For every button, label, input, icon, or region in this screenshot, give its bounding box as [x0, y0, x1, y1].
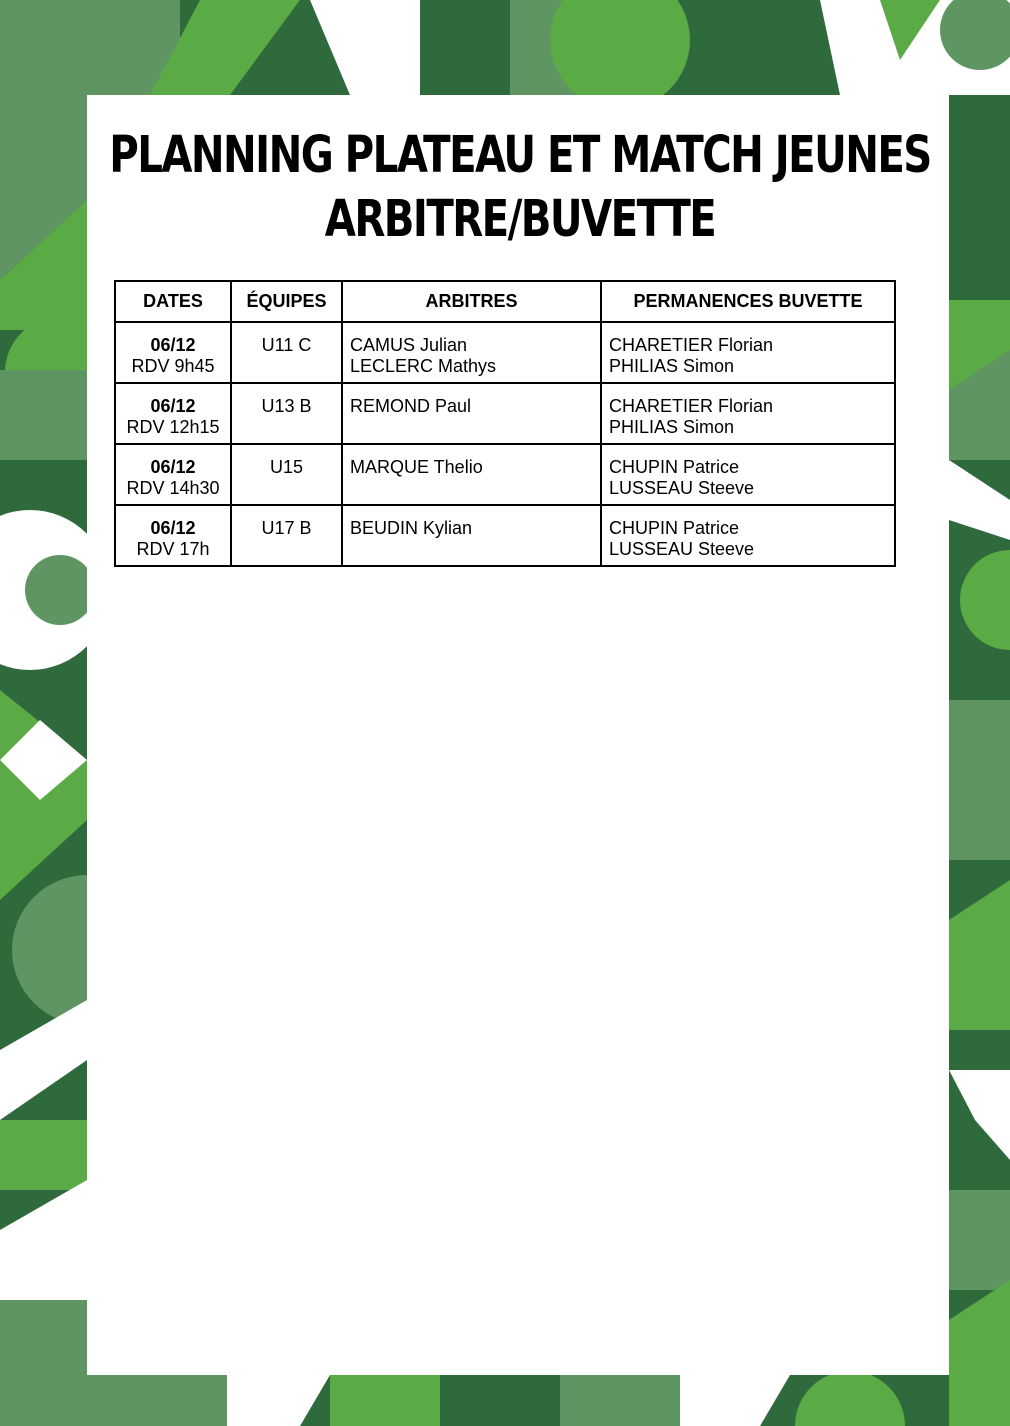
table-row [115, 322, 895, 383]
referees-cell [342, 383, 601, 444]
buvette-person: CHARETIER Florian [609, 335, 774, 355]
bg-shape [0, 0, 180, 95]
referees-cell [342, 322, 601, 383]
table-row [115, 505, 895, 566]
buvette-person: CHUPIN Patrice [609, 457, 740, 477]
buvette-cell [601, 322, 895, 383]
page-title [109, 124, 931, 252]
buvette-person: CHARETIER Florian [609, 396, 774, 416]
rdv-time: RDV 9h45 [131, 356, 215, 376]
date: 06/12 [150, 457, 196, 477]
referee: LECLERC Mathys [350, 356, 497, 376]
title-line-1: PLANNING PLATEAU ET MATCH JEUNES [109, 126, 931, 185]
date: 06/12 [150, 396, 196, 416]
buvette-cell [601, 444, 895, 505]
buvette-cell [601, 383, 895, 444]
header-equipes: ÉQUIPES [231, 281, 342, 322]
date: 06/12 [150, 335, 196, 355]
table-header-row [115, 281, 895, 322]
header-arbitres: ARBITRES [342, 281, 601, 322]
bg-shape [0, 1120, 87, 1190]
rdv-time: RDV 14h30 [126, 478, 220, 498]
referee: CAMUS Julian [350, 335, 468, 355]
buvette-person: LUSSEAU Steeve [609, 539, 755, 559]
team: U11 C [261, 335, 312, 355]
bg-shape [949, 1190, 1010, 1290]
date-cell [115, 322, 231, 383]
rdv-time: RDV 17h [136, 539, 210, 559]
referee: MARQUE Thelio [350, 457, 483, 477]
table-row [115, 444, 895, 505]
buvette-cell [601, 505, 895, 566]
buvette-person: PHILIAS Simon [609, 356, 735, 376]
referees-cell [342, 505, 601, 566]
bg-shape [87, 1375, 227, 1426]
header-permanences-buvette: PERMANENCES BUVETTE [601, 281, 895, 322]
team-cell [231, 444, 342, 505]
table-row [115, 383, 895, 444]
team-cell [231, 383, 342, 444]
referee: BEUDIN Kylian [350, 518, 473, 538]
rdv-time: RDV 12h15 [126, 417, 220, 437]
bg-shape [330, 1375, 440, 1426]
bg-shape [25, 555, 95, 625]
referee: REMOND Paul [350, 396, 472, 416]
team: U15 [269, 457, 304, 477]
bg-shape [0, 370, 87, 460]
team: U17 B [261, 518, 312, 538]
bg-shape [560, 1375, 680, 1426]
date: 06/12 [150, 518, 196, 538]
date-cell [115, 383, 231, 444]
referees-cell [342, 444, 601, 505]
header-dates: DATES [115, 281, 231, 322]
schedule-table [114, 280, 896, 567]
bg-shape [0, 1300, 87, 1426]
team-cell [231, 505, 342, 566]
date-cell [115, 444, 231, 505]
title-line-2: ARBITRE/BUVETTE [324, 190, 716, 249]
buvette-person: PHILIAS Simon [609, 417, 735, 437]
buvette-person: CHUPIN Patrice [609, 518, 740, 538]
bg-shape [949, 700, 1010, 860]
team: U13 B [261, 396, 312, 416]
buvette-person: LUSSEAU Steeve [609, 478, 755, 498]
team-cell [231, 322, 342, 383]
date-cell [115, 505, 231, 566]
